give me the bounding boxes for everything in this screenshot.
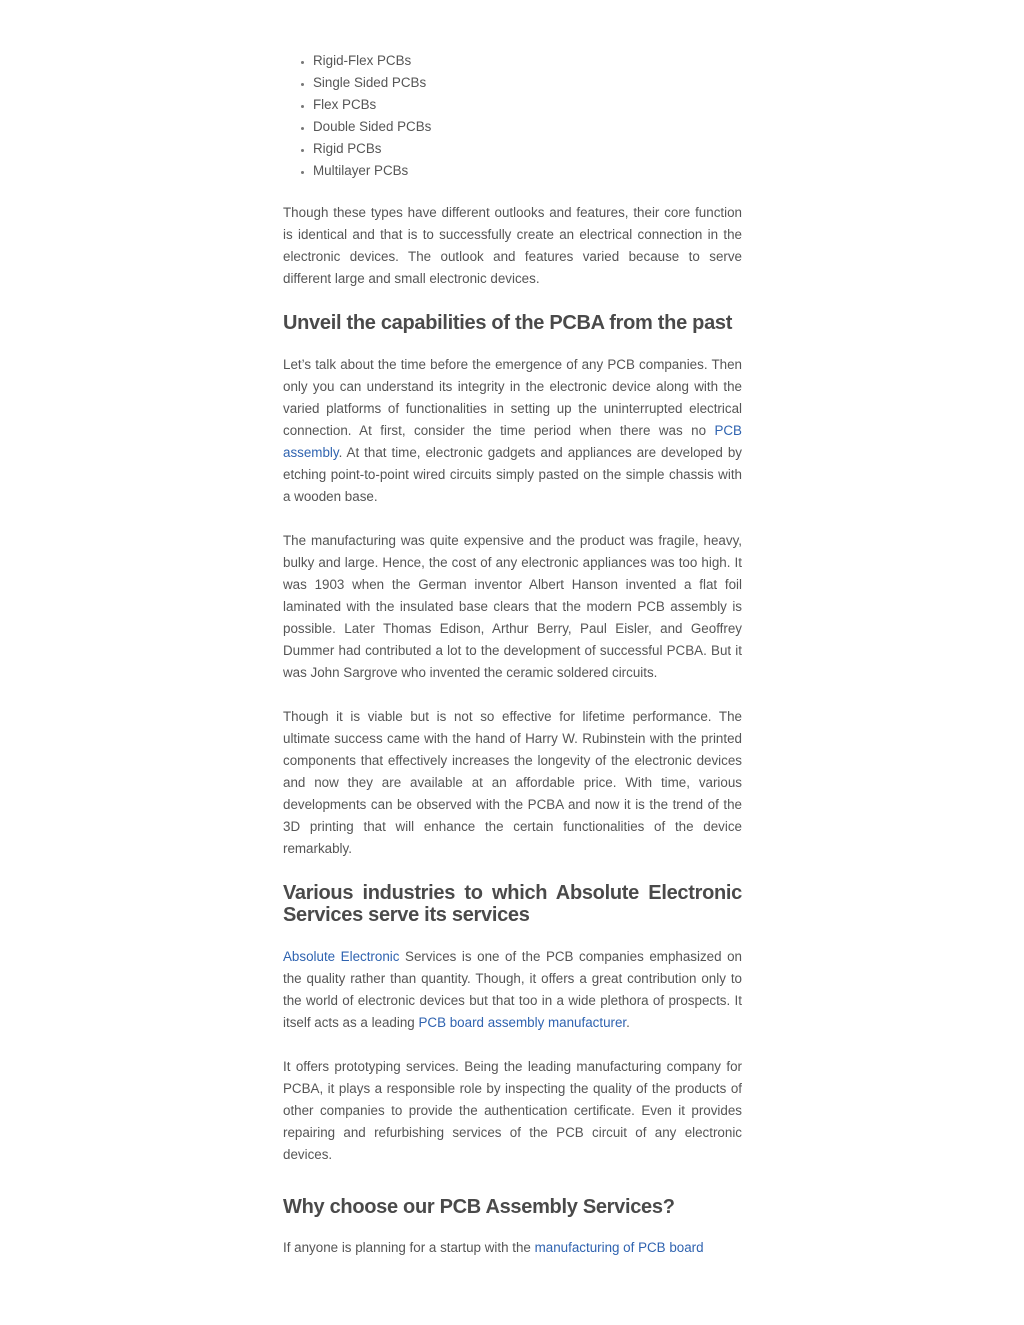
intro-paragraph: Though these types have different outlooks and features, their core function is identical and that is to successfully create an electrical connection in the electronic devices. The outlook and features varied because to serve different large and small electronic devices. [283,205,742,286]
list-item: • Rigid-Flex PCBs [313,50,742,72]
pcb-assembly-link[interactable]: PCB assembly [283,422,742,460]
paragraph-text: Services is one of the PCB companies emphasized on the quality rather than quantity. Though, it offers a great contribution only to the world of electronic devices but that too in a wide plethora of prospects. It itself acts as a leading [283,948,743,1030]
list-item: • Double Sided PCBs [313,116,742,138]
paragraph-text: If anyone is planning for a startup with the [283,1240,535,1255]
list-item: • Multilayer PCBs [313,160,742,182]
paragraph-text: Let’s talk about the time before the emergence of any PCB companies. Then only you can understand its integrity in the electronic device along with the varied platforms of functionalities in setting up the uninterrupted electrical connection. At first, consider the time period when there was no [283,356,742,438]
industries-paragraph-1 [283,946,742,1034]
absolute-electronic-link[interactable]: Absolute Electronic [283,948,400,964]
section-heading-why-choose: Why choose our PCB Assembly Services? [283,1195,675,1218]
section-heading-capabilities: Unveil the capabilities of the PCBA from the past [283,312,733,334]
why-choose-paragraph [283,1237,742,1259]
industries-paragraph-2: It offers prototyping services. Being the leading manufacturing company for PCBA, it plays a responsible role by inspecting the quality of the products of other companies to provide the authentication certificate. Even it provides repairing and refurbishing services of the PCB circuit of any electronic devices. [283,1058,742,1162]
paragraph-text: . [626,1014,630,1030]
history-paragraph-2: The manufacturing was quite expensive and the product was fragile, heavy, bulky and large. Hence, the cost of any electronic appliances was too high. It was 1903 when the German inventor Albert Hanson invented a flat foil laminated with the insulated base clears that the modern PCB assembly is possible. Later Thomas Edison, Arthur Berry, Paul Eisler, and Geoffrey Dummer had contributed a lot to the development of successful PCBA. But it was John Sargrove who invented the ceramic soldered circuits. [283,532,742,680]
list-item: • Flex PCBs [313,94,742,116]
history-paragraph-1 [283,354,742,508]
pcb-types-list [283,50,742,182]
section-heading-industries: Various industries to which Absolute Electronic Services serve its services [283,881,742,926]
manufacturing-pcb-board-link[interactable]: manufacturing of PCB board [534,1240,704,1255]
list-item: • Single Sided PCBs [313,72,742,94]
list-item: • Rigid PCBs [313,138,742,160]
paragraph-text: . At that time, electronic gadgets and appliances are developed by etching point-to-point wired circuits simply pasted on the simple chassis with a wooden base. [283,444,742,504]
history-paragraph-3: Though it is viable but is not so effective for lifetime performance. The ultimate success came with the hand of Harry W. Rubinstein with the printed components that effectively increases the longevity of the electronic devices and now they are available at an affordable price. With time, various developments can be observed with the PCBA and now it is the trend of the 3D printing that will enhance the certain functionalities of the device remarkably. [283,708,742,856]
article-body [283,50,742,1259]
pcb-board-assembly-manufacturer-link[interactable]: PCB board assembly manufacturer [418,1014,627,1030]
